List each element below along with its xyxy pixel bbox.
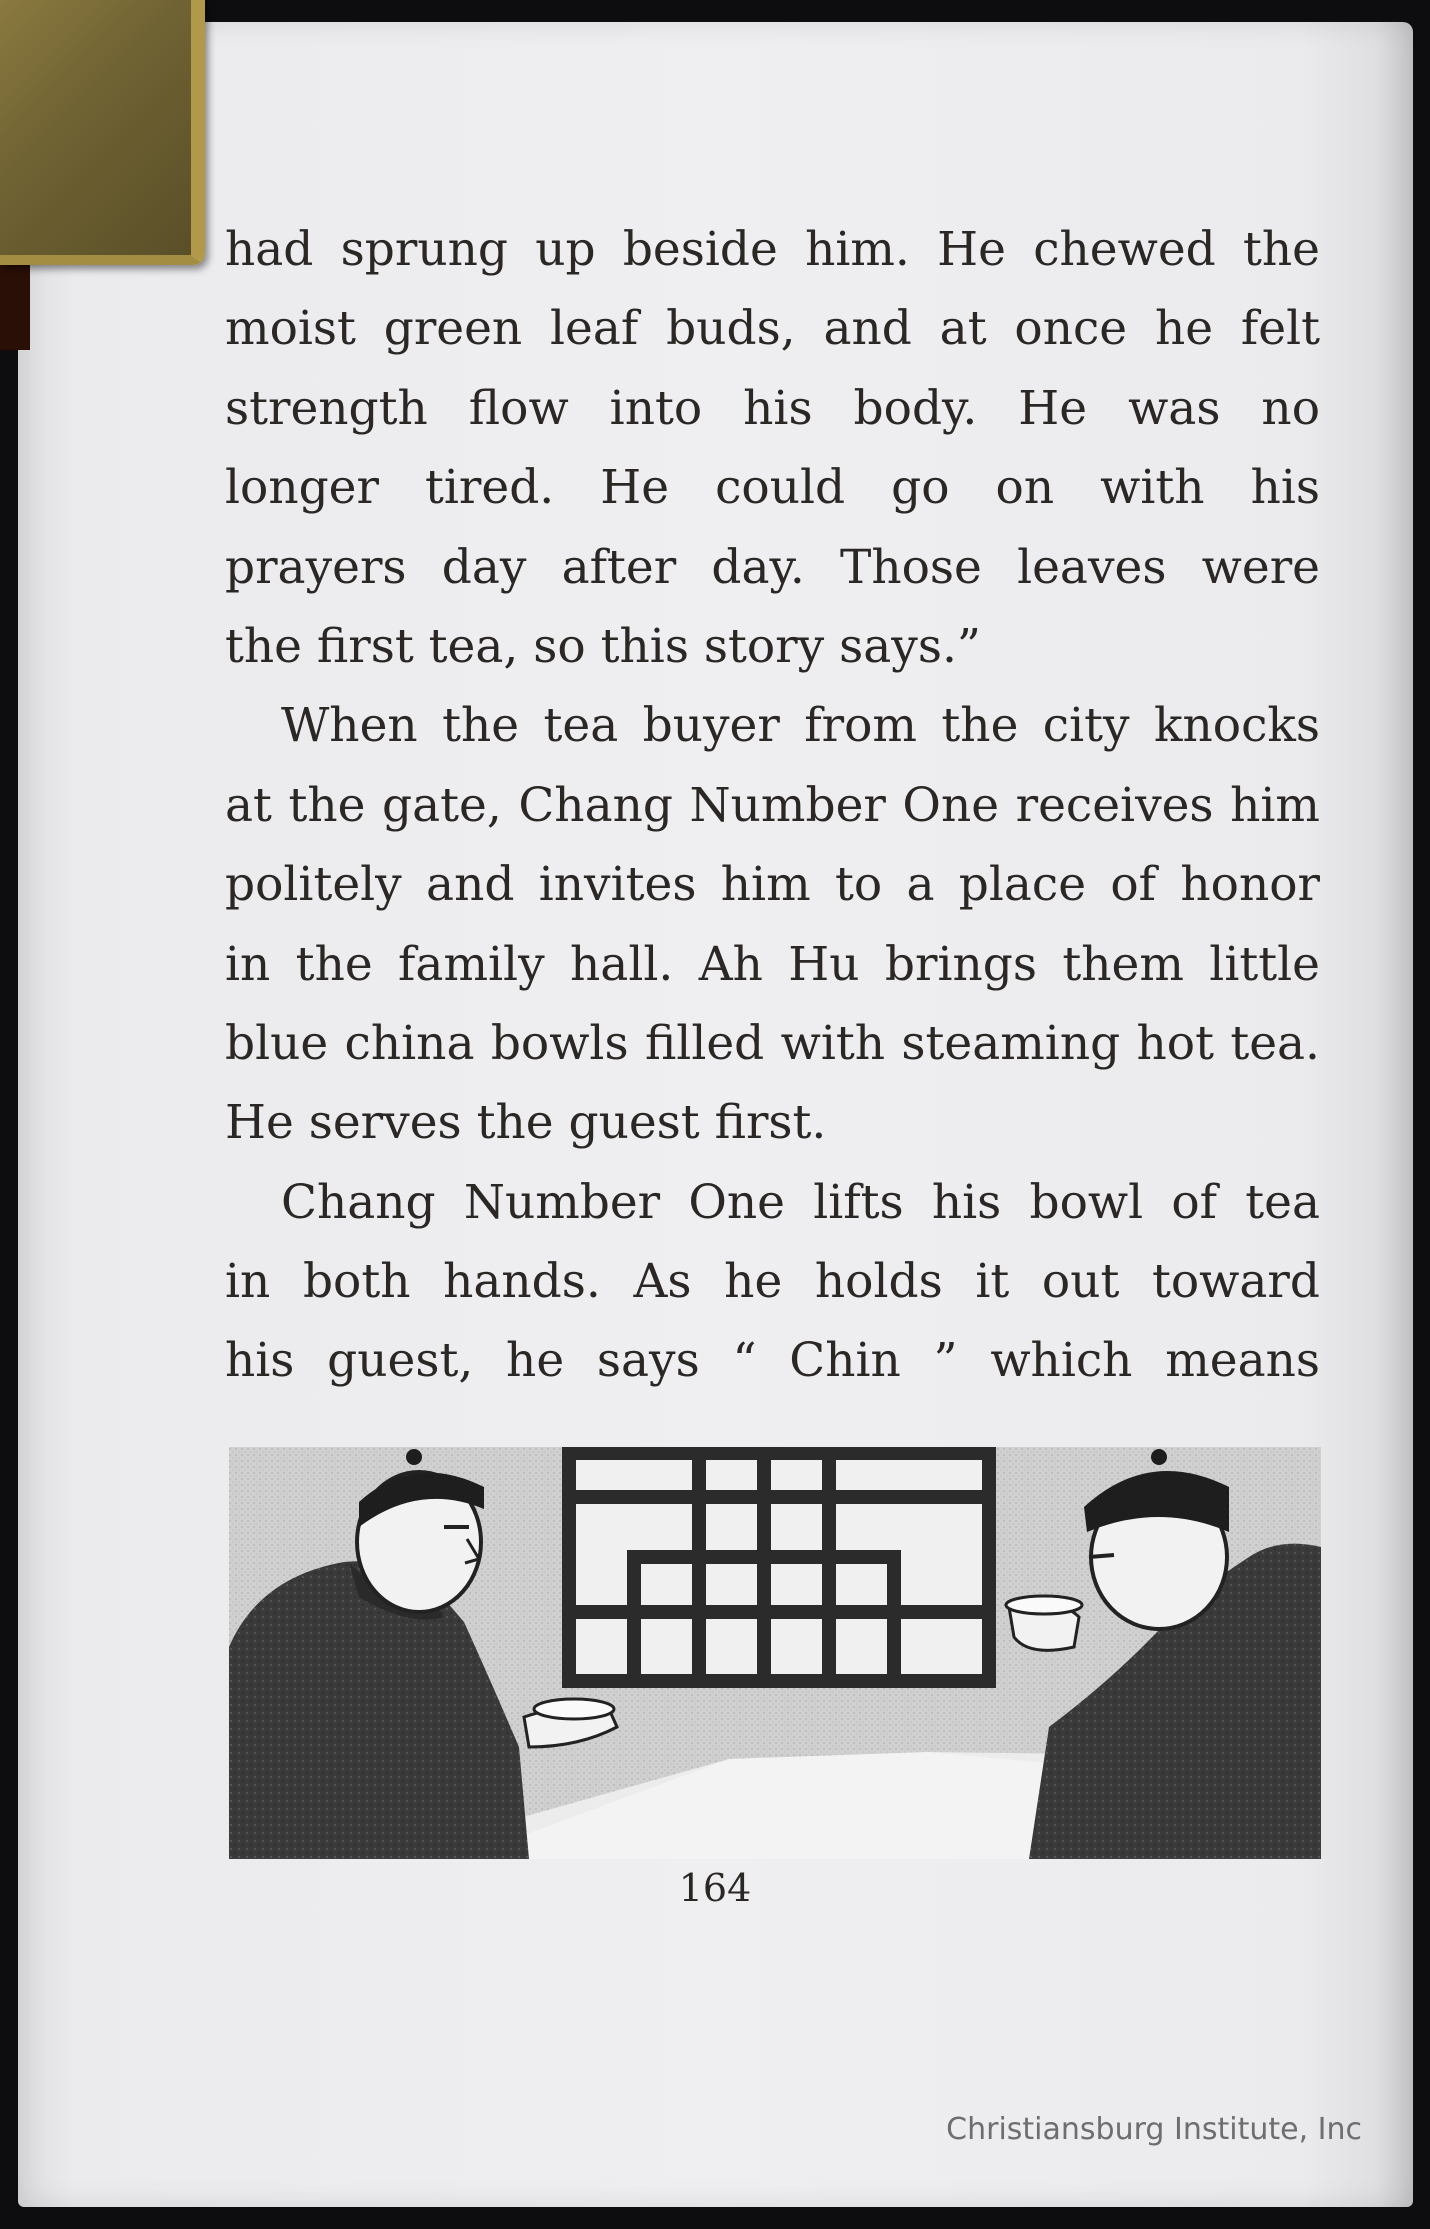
- text-line: strength flow into his body. He was no: [225, 380, 1320, 436]
- tea-illustration: [229, 1447, 1321, 1859]
- text-line: Chang Number One lifts his bowl of tea: [281, 1174, 1320, 1230]
- text-line: longer tired. He could go on with his: [225, 460, 1320, 516]
- text-line: He serves the guest first.: [225, 1095, 827, 1151]
- text-line: When the tea buyer from the city knocks: [281, 698, 1320, 754]
- text-line: his guest, he says “ Chin ” which means: [225, 1333, 1320, 1389]
- text-line: blue china bowls filled with steaming hot tea.: [225, 1015, 1320, 1071]
- text-line: politely and invites him to a place of honor: [225, 857, 1320, 913]
- text-line: at the gate, Chang Number One receives him: [225, 777, 1320, 833]
- page-number: 164: [678, 1866, 752, 1910]
- body-text: [225, 210, 1320, 1401]
- text-line: had sprung up beside him. He chewed the: [225, 222, 1320, 277]
- text-line: prayers day after day. Those leaves were: [225, 539, 1320, 595]
- text-line: in the family hall. Ah Hu brings them little: [225, 936, 1320, 992]
- binding-shadow: [0, 250, 30, 350]
- gold-tab: [0, 0, 205, 265]
- watermark-text: Christiansburg Institute, Inc: [946, 2112, 1362, 2147]
- text-line: the first tea, so this story says.”: [225, 618, 981, 674]
- text-line: in both hands. As he holds it out toward: [225, 1254, 1320, 1310]
- text-line: moist green leaf buds, and at once he felt: [225, 301, 1320, 357]
- lattice-window: [569, 1453, 989, 1681]
